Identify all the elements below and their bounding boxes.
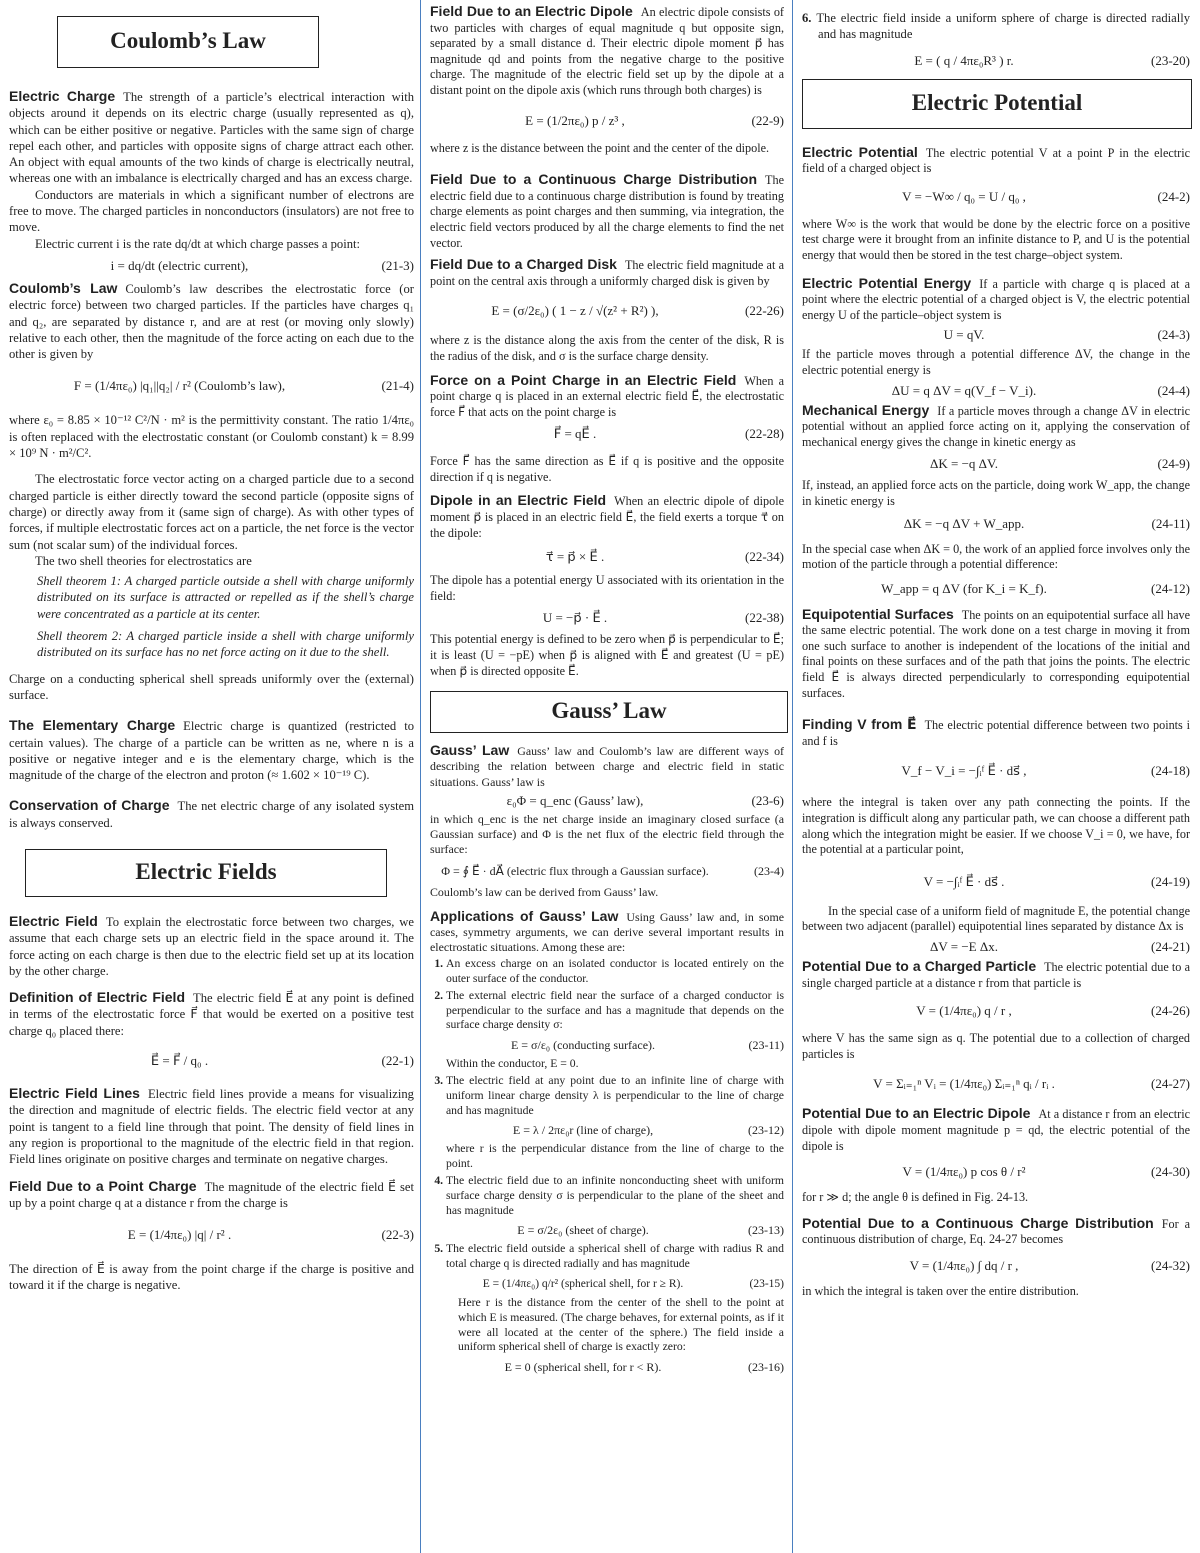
equation-24-3: U = qV. (24-3) [943, 327, 1190, 343]
dipole-potential-where: for r ≫ d; the angle θ is defined in Fig. 24-13. [802, 1190, 1029, 1205]
permittivity-paragraph: where ε₀ = 8.85 × 10⁻¹² C²/N · m² is the permittivity constant. The ratio 1/4πε₀ is often replaced with the electrostatic constant (or Coulomb constant) k = 8.99 × 10⁹ N · m²/C². [9, 413, 414, 461]
direction-paragraph: The direction of E⃗ is away from the point charge if the charge is positive and toward it if the charge is negative. [9, 1262, 414, 1293]
mechanical-energy-paragraph: Mechanical Energy If a particle moves through a change ΔV in electric potential without an applied force acting on it, applying the conservation of mechanical energy gives the change in kinetic energy as [802, 401, 1190, 449]
potential-energy-paragraph: Electric Potential Energy If a particle with charge q is placed at a point where the electric potential of a charged object is V, the electric potential energy U of the particle–object system is [802, 274, 1190, 322]
disk-where: where z is the distance along the axis from the center of the disk, R is the radius of the disk, and σ is the surface charge density. [430, 333, 784, 363]
equation-24-26: V = (1/4πε₀) q / r , (24-26) [916, 1003, 1190, 1019]
field-lines-paragraph: Electric Field Lines Electric field lines provide a means for visualizing the direction and magnitude of electric fields. The electric field vector at any point is tangent to a field line through that point. The density of field lines in any region is proportional to the magnitude of the electric field in that region. Field lines originate on positive charges and terminate on negative charges. [9, 1085, 414, 1167]
applied-force: If, instead, an applied force acts on the particle, doing work W_app, the change in kinetic energy is [802, 478, 1190, 508]
coulomb-from-gauss: Coulomb’s law can be derived from Gauss’ law. [430, 885, 659, 900]
force-point-charge-paragraph: Force on a Point Charge in an Electric Field When a point charge q is placed in an external electric field E⃗, the electrostatic force F⃗ that acts on the point charge is [430, 371, 784, 419]
gauss-law-paragraph: Gauss’ Law Gauss’ law and Coulomb’s law are different ways of describing the relation between charge and electric field in static situations. Gauss’ law is [430, 742, 784, 789]
dipole-where: where z is the distance between the point and the center of the dipole. [430, 140, 770, 155]
list-item: 3. The electric field at any point due to an infinite line of charge with uniform linear charge density λ is perpendicular to the line of charge and has magnitude E = λ / 2πε₀r (line of charge), (23-12) where r is the perpendicular distance from the line of charge to the point. [446, 1074, 784, 1172]
special-case: In the special case when ΔK = 0, the work of an applied force involves only the motion of the particle through a potential difference: [802, 541, 1191, 572]
applications-paragraph: Applications of Gauss’ Law Using Gauss’ law and, in some cases, symmetry arguments, we can derive several important results in electrostatic situations. Among these are: [430, 907, 784, 955]
electric-charge-paragraph: Electric Charge The strength of a particle’s electrical interaction with objects around it depends on its electric charge (usually represented as q), which can be either positive or negative. Particles with the same sign of charge repel each other, and particles with opposite signs of charge attract each other. An object with equal amounts of the two kinds of charge is electrically neutral, whereas one with an imbalance is electrically charged and has an excess charge. [9, 88, 414, 186]
column-middle [421, 0, 792, 1553]
section-title-gauss-law: Gauss’ Law [430, 691, 788, 733]
dipole-in-field-paragraph: Dipole in an Electric Field When an electric dipole of dipole moment p⃗ is placed in an electric field E⃗, the field exerts a torque τ⃗ on the dipole: [430, 492, 784, 540]
continuous-potential-paragraph: Potential Due to a Continuous Charge Distribution For a continuous distribution of charge, Eq. 24-27 becomes [802, 1214, 1190, 1247]
equation-24-32: V = (1/4πε₀) ∫ dq / r , (24-32) [909, 1257, 1190, 1273]
dipole-energy: The dipole has a potential energy U associated with its orientation in the field: [430, 573, 784, 603]
potential-where: where W∞ is the work that would be done by the electric force on a positive test charge were it brought from an infinite distance to P, and U is the potential energy that would then be stored in the test charge–object system. [802, 216, 1190, 262]
list-item: 2. The external electric field near the surface of a charged conductor is perpendicular to the surface and has a magnitude that depends on the surface charge density σ: E = σ/ε₀ (conducting surface). (23-11) Within the conductor, E = 0. [446, 989, 784, 1072]
equation-23-11: E = σ/ε₀ (conducting surface). (23-11) [510, 1038, 784, 1053]
force-direction: Force F⃗ has the same direction as E⃗ if q is positive and the opposite direction if q is negative. [430, 454, 784, 484]
continuous-distribution-paragraph: Field Due to a Continuous Charge Distribution The electric field due to a continuous charge distribution is found by treating charge elements as point charges and then summing, via integration, the electric field vectors produced by all the charge elements to find the net vector. [430, 171, 784, 250]
equation-24-12: W_app = q ΔV (for K_i = K_f). (24-12) [881, 580, 1190, 596]
gauss-where: in which q_enc is the net charge inside an imaginary closed surface (a Gaussian surface) and Φ is the net flux of the electric field through the surface: [430, 811, 784, 857]
equation-24-18: V_f − V_i = −∫ᵢᶠ E⃗ · ds⃗ , (24-18) [901, 763, 1190, 779]
current-paragraph: Electric current i is the rate dq/dt at which charge passes a point: [35, 236, 360, 251]
point-charge-paragraph: Field Due to a Point Charge The magnitude of the electric field E⃗ set up by a point charge q at a distance r from the charge is [9, 1177, 414, 1210]
equation-24-21: ΔV = −E Δx. (24-21) [930, 939, 1190, 954]
item-6: 6. The electric field inside a uniform sphere of charge is directed radially and has magnitude [802, 11, 1190, 42]
equation-22-38: U = −p⃗ · E⃗ . (22-38) [542, 610, 784, 626]
line-charge-where: where r is the perpendicular distance from the line of charge to the point. [446, 1142, 784, 1171]
section-title-electric-fields: Electric Fields [25, 849, 387, 897]
conservation-paragraph: Conservation of Charge The net electric charge of any isolated system is always conserved. [9, 797, 414, 830]
particle-where: where V has the same sign as q. The potential due to a collection of charged particles is [802, 1031, 1190, 1061]
equation-24-27: V = Σᵢ₌₁ⁿ Vᵢ = (1/4πε₀) Σᵢ₌₁ⁿ qᵢ / rᵢ . (24-27) [873, 1076, 1190, 1092]
finding-where: where the integral is taken over any path connecting the points. If the integration is difficult along any particular path, we can choose a different path along which the integration might be easier. If we choose V_i = 0, we have, for the potential at a particular point, [802, 795, 1190, 857]
charged-disk-paragraph: Field Due to a Charged Disk The electric field magnitude at a point on the central axis through a uniformly charged disk is given by [430, 256, 784, 288]
equation-23-15: E = (1/4πε₀) q/r² (spherical shell, for r ≥ R). (23-15) [482, 1278, 784, 1290]
equation-23-6: ε₀Φ = q_enc (Gauss’ law), (23-6) [506, 792, 784, 808]
equation-22-28: F⃗ = qE⃗ . (22-28) [553, 426, 784, 442]
dipole-field-paragraph: Field Due to an Electric Dipole An electric dipole consists of two particles with charges of equal magnitude q but opposite sign, separated by a small distance d. Their electric dipole moment p⃗ has magnitude qd and points from the negative charge to the positive charge. The magnitude of the electric field set up by the dipole at a distant point on the dipole axis (which runs through both charges) is [430, 3, 784, 97]
conducting-shell-paragraph: Charge on a conducting spherical shell spreads uniformly over the (external) surface. [9, 671, 414, 702]
potential-energy-change: If the particle moves through a potential difference ΔV, the change in the electric potential energy is [802, 347, 1190, 377]
heading-electric-charge: Electric Charge [9, 88, 116, 104]
equation-22-26: E = (σ/2ε₀) ( 1 − z / √(z² + R²) ), (22-26) [491, 303, 784, 319]
equation-22-1: E⃗ = F⃗ / q₀ . (22-1) [150, 1053, 414, 1069]
elementary-charge-paragraph: The Elementary Charge Electric charge is quantized (restricted to certain values). The charge of a particle can be written as ne, where n is a positive or negative integer and e is the elementary charge, which is the magnitude of the charge of the electron and proton (≈ 1.602 × 10⁻¹⁹ C). [9, 717, 414, 783]
equation-24-30: V = (1/4πε₀) p cos θ / r² (24-30) [902, 1164, 1190, 1180]
electric-potential-paragraph: Electric Potential The electric potential V at a point P in the electric field of a charged object is [802, 143, 1190, 176]
equation-24-2: V = −W∞ / q₀ = U / q₀ , (24-2) [902, 188, 1190, 204]
section-title-electric-potential: Electric Potential [802, 79, 1192, 129]
definition-electric-field-paragraph: Definition of Electric Field The electric field E⃗ at any point is defined in terms of the electrostatic force F⃗ that would be exerted on a positive test charge q₀ placed there: [9, 989, 414, 1038]
vector-force-paragraph: The electrostatic force vector acting on a charged particle due to a second charged particle is either directly toward the second particle (opposite signs of charge) or directly away from it (same sign of charge). As with other types of forces, if multiple electrostatic forces act on a particle, the net force is the vector sum (not scalar sum) of the individual forces. [9, 472, 414, 552]
shell-intro: The two shell theories for electrostatics are [35, 553, 252, 568]
section-title-coulombs-law: Coulomb’s Law [57, 16, 319, 68]
uniform-field: In the special case of a uniform field of magnitude E, the potential change between two adjacent (parallel) equipotential lines separated by distance Δx is [802, 903, 1190, 934]
equation-24-11: ΔK = −q ΔV + W_app. (24-11) [903, 515, 1190, 531]
shell-theorem-1: Shell theorem 1: A charged particle outside a shell with charge uniformly distributed on its surface is attracted or repelled as if the shell’s charge were concentrated as a particle at its center. [37, 574, 414, 621]
electric-dipole-potential-paragraph: Potential Due to an Electric Dipole At a distance r from an electric dipole with dipole moment magnitude p = qd, the electric potential of the dipole is [802, 1105, 1190, 1153]
equation-24-4: ΔU = q ΔV = q(V_f − V_i). (24-4) [891, 382, 1190, 398]
finding-v-paragraph: Finding V from E⃗ The electric potential difference between two points i and f is [802, 716, 1191, 748]
equation-22-3: E = (1/4πε₀) |q| / r² . (22-3) [127, 1227, 414, 1243]
equation-21-4: F = (1/4πε₀) |q₁||q₂| / r² (Coulomb’s law), (21-4) [73, 378, 414, 394]
list-item: 5. The electric field outside a spherical shell of charge with radius R and total charge q is directed radially and has magnitude E = (1/4πε₀) q/r² (spherical shell, for r ≥ R). (23-15) Here r is the distance from the center of the shell to the point at which E is measured. (The charge behaves, for external points, as if it were all located at the center of the sphere.) The field inside a uniform spherical shell of charge is exactly zero: E = 0 (spherical shell, for r < R). (23-16) [446, 1242, 784, 1375]
electric-field-paragraph: Electric Field To explain the electrostatic force between two charges, we assume that each charge sets up an electric field in the space around it. The force acting on each charge is then due to the electric field set up at its location by the other charge. [9, 912, 414, 978]
equation-22-34: τ⃗ = p⃗ × E⃗ . (22-34) [545, 549, 784, 565]
column-right [793, 0, 1200, 1553]
equipotential-paragraph: Equipotential Surfaces The points on an equipotential surface all have the same electric potential. The work done on a test charge in moving it from one such surface to another is independent of the locations of the initial and final points on these surfaces and of the path that joins the points. The electric field E⃗ is always directed perpendicularly to corresponding equipotential surfaces. [802, 605, 1190, 700]
equation-23-4: Φ = ∮ E⃗ · dA⃗ (electric flux through a Gaussian surface). (23-4) [441, 864, 784, 879]
list-item: 1. An excess charge on an isolated conductor is located entirely on the outer surface of the conductor. [446, 957, 784, 987]
dipole-zero: This potential energy is defined to be zero when p⃗ is perpendicular to E⃗; it is least (U = −pE) when p⃗ is aligned with E⃗ and greatest (U = pE) when p⃗ is directed opposite E⃗. [430, 632, 784, 678]
continuous-where: in which the integral is taken over the entire distribution. [802, 1283, 1079, 1298]
equation-23-12: E = λ / 2πε₀r (line of charge), (23-12) [512, 1123, 784, 1138]
equation-22-9: E = (1/2πε₀) p / z³ , (22-9) [525, 112, 784, 128]
equation-23-13: E = σ/2ε₀ (sheet of charge). (23-13) [517, 1223, 784, 1238]
column-left [0, 0, 420, 1553]
equation-23-16: E = 0 (spherical shell, for r < R). (23-16) [504, 1360, 784, 1375]
equation-24-9: ΔK = −q ΔV. (24-9) [930, 456, 1190, 472]
within-conductor: Within the conductor, E = 0. [446, 1057, 579, 1071]
list-item: 4. The electric field due to an infinite nonconducting sheet with uniform surface charge density σ is perpendicular to the plane of the sheet and has magnitude E = σ/2ε₀ (sheet of charge). (23-13) [446, 1174, 784, 1238]
charged-particle-paragraph: Potential Due to a Charged Particle The electric potential due to a single charged particle at a distance r from that particle is [802, 958, 1190, 990]
equation-21-3: i = dq/dt (electric current), (21-3) [110, 257, 414, 273]
applications-list [430, 957, 784, 1375]
shell-where: Here r is the distance from the center of the shell to the point at which E is measured. (The charge behaves, for external points, as if it were all located at the center of the sphere.) The field inside a uniform spherical shell of charge is exactly zero: [458, 1296, 784, 1354]
coulombs-law-paragraph: Coulomb’s Law Coulomb’s law describes the electrostatic force (or electric force) between two charged particles. If the particles have charges q₁ and q₂, are separated by distance r, and are at rest (or moving only slowly) relative to each other, then the magnitude of the force acting on each due to the other is given by [9, 279, 414, 362]
conductors-paragraph: Conductors are materials in which a significant number of electrons are free to move. The charged particles in nonconductors (insulators) are not free to move. [9, 187, 414, 235]
equation-24-19: V = −∫ᵢᶠ E⃗ · ds⃗ . (24-19) [923, 873, 1190, 889]
shell-theorem-2: Shell theorem 2: A charged particle inside a shell with charge uniformly distributed on its surface has no net force acting on it due to the shell. [37, 629, 414, 660]
equation-23-20: E = ( q / 4πε₀R³ ) r. (23-20) [914, 52, 1190, 68]
